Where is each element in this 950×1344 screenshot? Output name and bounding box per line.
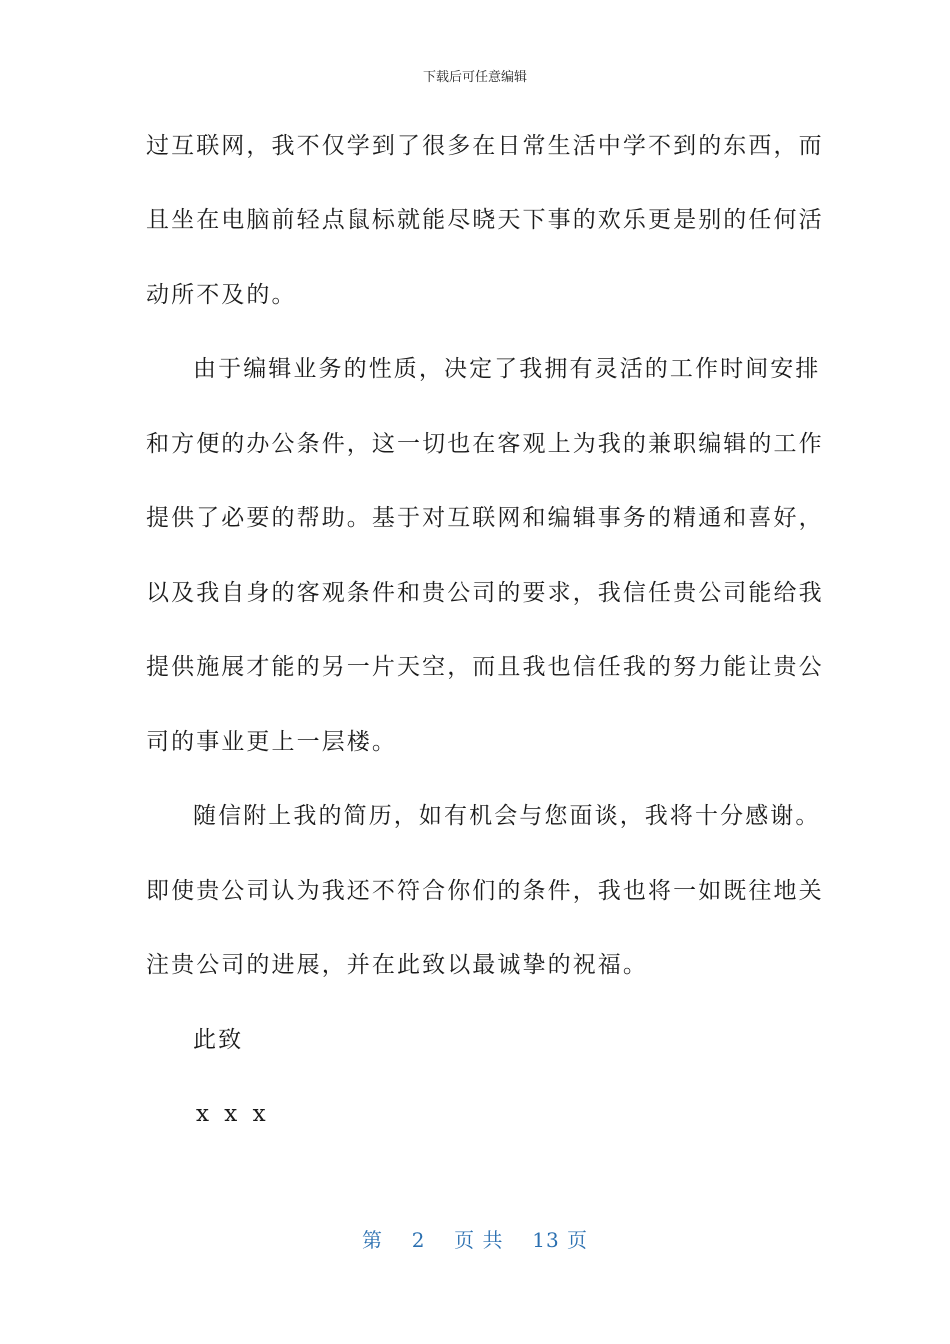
body-line: 和方便的办公条件，这一切也在客观上为我的兼职编辑的工作 <box>146 431 824 457</box>
body-line: 注贵公司的进展，并在此致以最诚挚的祝福。 <box>146 952 648 978</box>
footer-total-pages: 13 <box>532 1228 560 1252</box>
page-header: 下载后可任意编辑 <box>422 70 527 85</box>
footer-prefix: 第 <box>361 1228 383 1252</box>
body-line: 且坐在电脑前轻点鼠标就能尽晓天下事的欢乐更是别的任何活 <box>146 207 824 233</box>
closing-salutation: 此致 <box>193 1027 244 1053</box>
body-line: 司的事业更上一层楼。 <box>146 729 397 755</box>
body-line: 由于编辑业务的性质，决定了我拥有灵活的工作时间安排 <box>193 356 821 382</box>
page-footer <box>0 1224 950 1253</box>
footer-page-number: 2 <box>411 1228 426 1252</box>
footer-suffix: 页 <box>567 1228 589 1252</box>
body-line: 随信附上我的简历，如有机会与您面谈，我将十分感谢。 <box>193 803 821 829</box>
body-line: 提供施展才能的另一片天空，而且我也信任我的努力能让贵公 <box>146 654 824 680</box>
body-line: 即使贵公司认为我还不符合你们的条件，我也将一如既往地关 <box>146 878 824 904</box>
footer-middle: 页 共 <box>454 1228 504 1252</box>
body-line: 动所不及的。 <box>146 282 297 308</box>
signature-placeholder: x x x <box>196 1101 270 1127</box>
body-line: 提供了必要的帮助。基于对互联网和编辑事务的精通和喜好， <box>146 505 824 531</box>
body-line: 以及我自身的客观条件和贵公司的要求，我信任贵公司能给我 <box>146 580 824 606</box>
body-line: 过互联网，我不仅学到了很多在日常生活中学不到的东西，而 <box>146 133 824 159</box>
